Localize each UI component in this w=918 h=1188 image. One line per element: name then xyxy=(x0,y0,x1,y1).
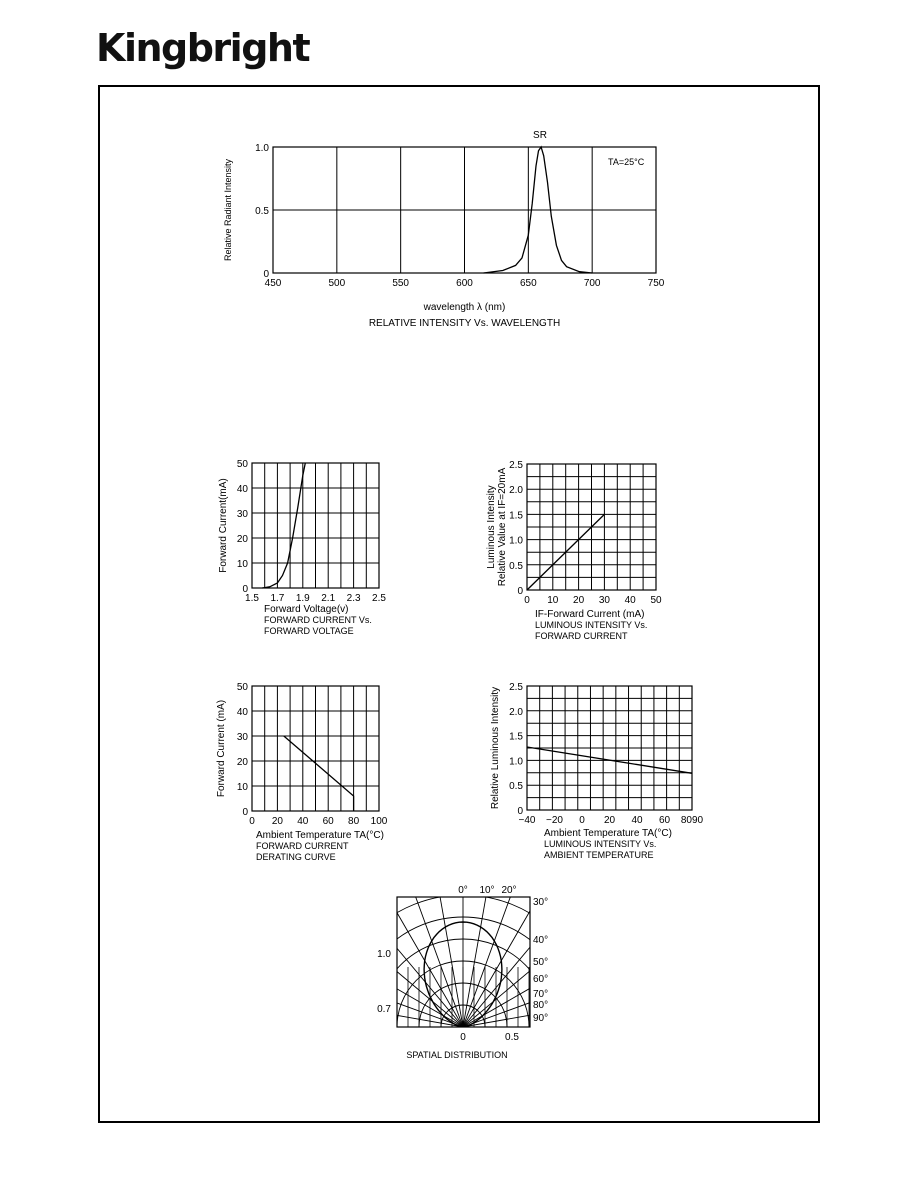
derating-xtick-label: 60 xyxy=(322,816,334,827)
lt-ylabel: Relative Luminous Intensity xyxy=(490,686,501,810)
iv-ytick-label: 30 xyxy=(236,509,248,520)
li-xlabel: IF-Forward Current (mA) xyxy=(535,609,645,620)
spectrum-xtick-label: 650 xyxy=(519,278,537,289)
spectrum-chart xyxy=(273,147,656,273)
lt-chart xyxy=(527,686,692,810)
spatial-left-label: 1.0 xyxy=(377,949,391,960)
spectrum-ytick-label: 0 xyxy=(263,269,269,280)
derating-xtick-label: 20 xyxy=(271,816,283,827)
derating-ylabel: Forward Current (mA) xyxy=(216,699,227,798)
derating-title-line: FORWARD CURRENT xyxy=(256,841,349,851)
lt-ytick-label: 1.5 xyxy=(509,731,523,743)
li-xtick-label: 0 xyxy=(524,595,530,606)
derating-xtick-label: 40 xyxy=(297,816,309,827)
spectrum-series-label: SR xyxy=(533,130,547,141)
spectrum-xtick-label: 700 xyxy=(583,278,601,289)
derating-ytick-label: 10 xyxy=(236,782,248,793)
li-title-line: FORWARD CURRENT xyxy=(535,631,628,641)
lt-xtick-label: −20 xyxy=(546,815,563,826)
spatial-right-angle-label: 70° xyxy=(533,989,549,1000)
li-ytick-label: 0 xyxy=(517,586,523,597)
li-ylabel-line: Relative Value at IF=20mA xyxy=(497,467,508,587)
lt-xlabel: Ambient Temperature TA(°C) xyxy=(544,828,672,839)
spatial-right-angle-label: 90° xyxy=(533,1013,549,1024)
lt-ytick-label: 0 xyxy=(517,806,523,817)
li-xtick-label: 20 xyxy=(573,595,585,606)
spatial-top-angle-label: 10° xyxy=(479,885,495,896)
spectrum-ytick-label: 1.0 xyxy=(255,143,269,154)
spatial-bottom-label: 0 xyxy=(460,1032,466,1043)
derating-chart xyxy=(252,686,379,811)
li-xtick-label: 30 xyxy=(598,595,610,606)
derating-ytick-label: 0 xyxy=(242,807,248,818)
spatial-right-angle-label: 50° xyxy=(533,957,549,968)
derating-xtick-label: 100 xyxy=(370,816,388,827)
spectrum-ylabel: Relative Radiant Intensity xyxy=(223,158,233,262)
iv-xtick-label: 2.3 xyxy=(346,593,361,604)
spatial-right-angle-label: 40° xyxy=(533,935,549,946)
li-title-line: LUMINOUS INTENSITY Vs. xyxy=(535,620,648,630)
spatial-top-angle-label: 20° xyxy=(501,885,517,896)
iv-series-line xyxy=(262,463,305,588)
li-ytick-label: 1.0 xyxy=(509,535,523,547)
iv-xtick-label: 2.5 xyxy=(372,593,386,604)
iv-xtick-label: 1.5 xyxy=(245,593,259,604)
li-xtick-label: 10 xyxy=(547,595,559,606)
iv-ytick-label: 10 xyxy=(236,559,248,570)
spectrum-xtick-label: 450 xyxy=(264,278,282,289)
lt-xtick-label: 40 xyxy=(631,815,643,826)
li-ytick-label: 2.5 xyxy=(509,460,523,471)
spectrum-title: RELATIVE INTENSITY Vs. WAVELENGTH xyxy=(368,318,561,329)
lt-ytick-label: 0.5 xyxy=(509,781,523,793)
spatial-frame xyxy=(397,897,530,1027)
derating-xlabel: Ambient Temperature TA(°C) xyxy=(256,830,384,841)
spatial-right-angle-label: 30° xyxy=(533,897,549,908)
iv-title-line: FORWARD CURRENT Vs. xyxy=(264,615,372,625)
derating-title-line: DERATING CURVE xyxy=(256,852,336,862)
derating-ytick-label: 50 xyxy=(236,682,248,693)
lt-title-line: AMBIENT TEMPERATURE xyxy=(544,850,654,860)
li-ytick-label: 0.5 xyxy=(509,560,523,572)
li-xtick-label: 40 xyxy=(624,595,636,606)
iv-ytick-label: 40 xyxy=(236,484,248,495)
lt-xtick-label: 20 xyxy=(603,815,616,826)
derating-ytick-label: 30 xyxy=(236,732,248,743)
spectrum-xtick-label: 600 xyxy=(456,278,473,289)
li-xtick-label: 50 xyxy=(650,595,662,606)
derating-xtick-label: 80 xyxy=(348,816,360,827)
kingbright-logo: Kingbright xyxy=(96,26,310,70)
lt-xtick-label: 0 xyxy=(579,815,585,826)
lt-title-line: LUMINOUS INTENSITY Vs. xyxy=(544,839,657,849)
spatial-right-angle-label: 60° xyxy=(533,974,549,985)
spectrum-xtick-label: 500 xyxy=(328,278,346,289)
iv-ytick-label: 20 xyxy=(236,534,248,545)
spectrum-annotation: TA=25°C xyxy=(608,157,645,167)
derating-xtick-label: 0 xyxy=(249,816,255,827)
li-chart xyxy=(527,464,656,590)
iv-xtick-label: 2.1 xyxy=(321,593,336,604)
lt-xtick-label: −40 xyxy=(518,815,536,826)
iv-title-line: FORWARD VOLTAGE xyxy=(264,626,354,636)
lt-ytick-label: 1.0 xyxy=(509,756,523,768)
spatial-bottom-label: 0.5 xyxy=(505,1032,519,1043)
iv-ytick-label: 50 xyxy=(236,459,248,470)
spatial-top-angle-label: 0° xyxy=(458,885,468,896)
li-ylabel-line: Luminous Intensity xyxy=(486,485,497,569)
iv-ylabel: Forward Current(mA) xyxy=(218,478,229,573)
iv-xlabel: Forward Voltage(v) xyxy=(264,604,349,615)
iv-ytick-label: 0 xyxy=(242,584,248,595)
spectrum-ytick-label: 0.5 xyxy=(255,206,269,217)
spatial-angle-line xyxy=(463,927,636,1027)
derating-series-line xyxy=(284,736,354,811)
lt-xtick-label: 8090 xyxy=(680,815,704,826)
spectrum-xlabel: wavelength λ (nm) xyxy=(423,302,506,313)
spatial-title: SPATIAL DISTRIBUTION xyxy=(406,1050,508,1060)
spatial-right-angle-label: 80° xyxy=(533,1000,549,1011)
spectrum-xtick-label: 750 xyxy=(647,278,665,289)
iv-xtick-label: 1.9 xyxy=(295,593,310,604)
lt-ytick-label: 2.5 xyxy=(509,682,523,693)
iv-chart xyxy=(252,463,379,588)
derating-ytick-label: 40 xyxy=(236,707,248,718)
lt-ytick-label: 2.0 xyxy=(509,706,523,718)
iv-xtick-label: 1.7 xyxy=(270,593,285,604)
spectrum-xtick-label: 550 xyxy=(392,278,410,289)
spatial-left-label: 0.7 xyxy=(377,1004,391,1015)
lt-xtick-label: 60 xyxy=(658,815,671,826)
derating-ytick-label: 20 xyxy=(236,757,248,768)
li-ytick-label: 1.5 xyxy=(509,510,523,522)
li-ytick-label: 2.0 xyxy=(509,485,523,497)
